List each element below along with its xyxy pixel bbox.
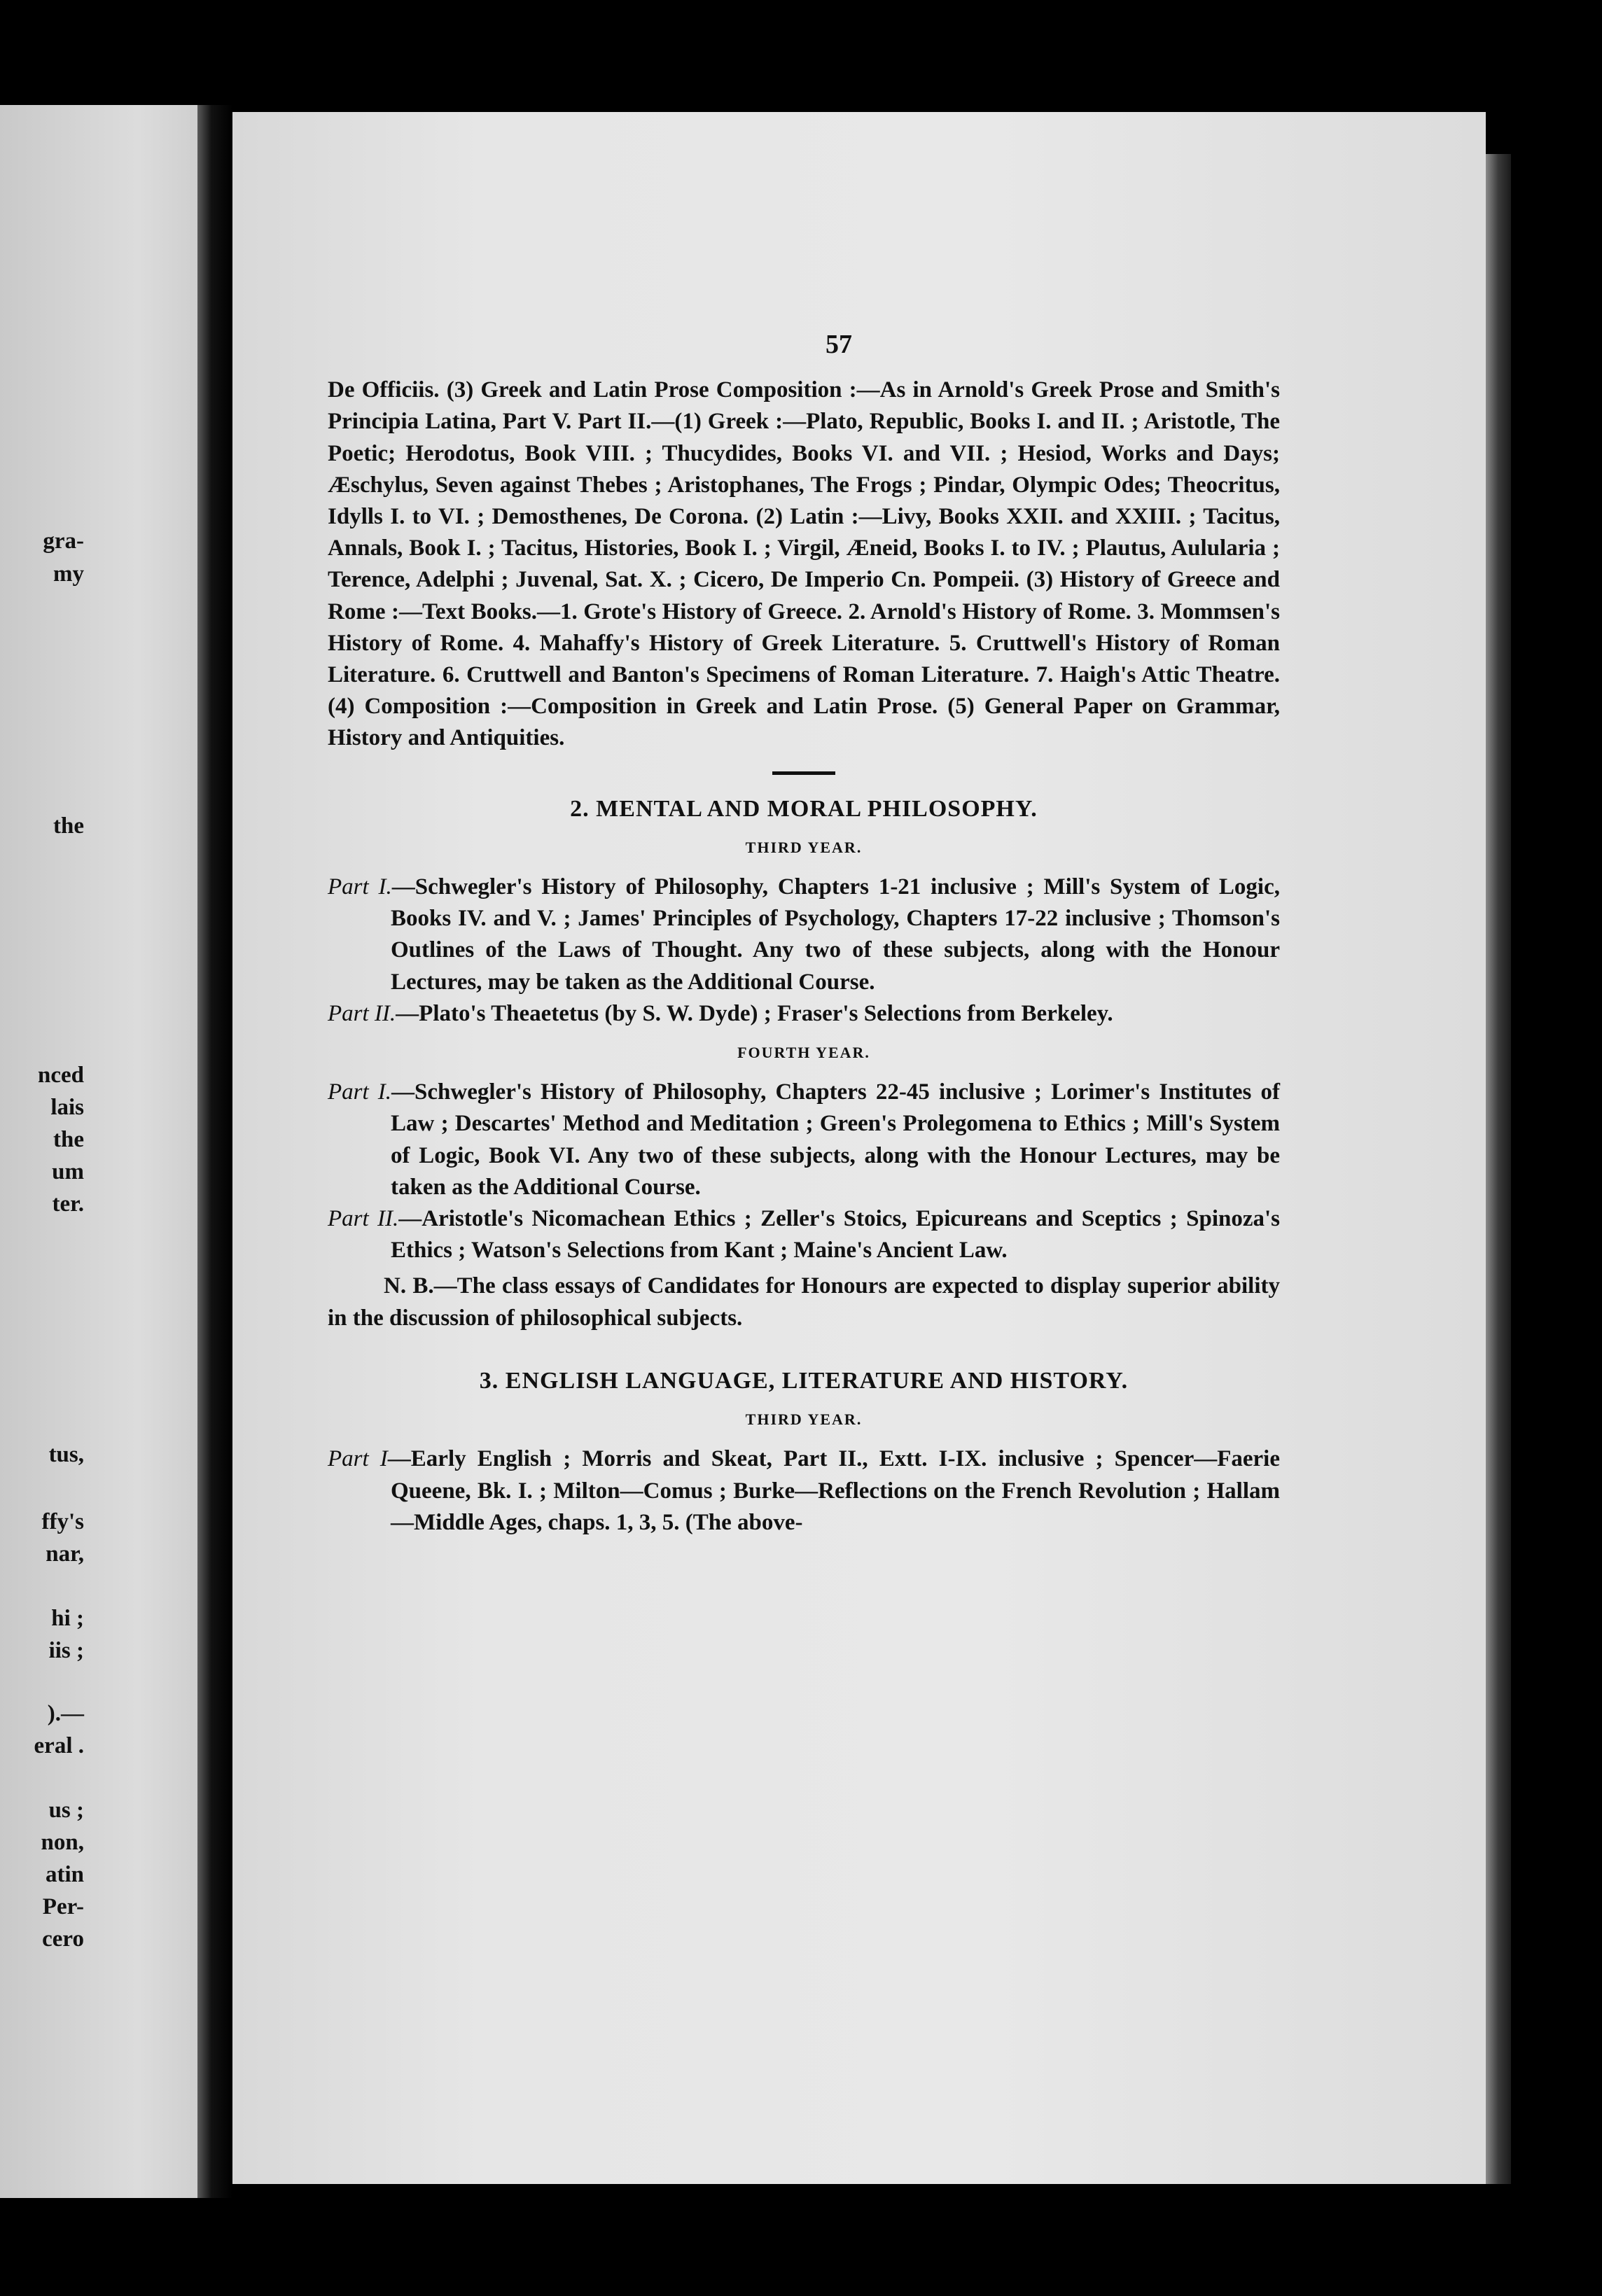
page-text: [328, 329, 1280, 1539]
facing-fragment: Per-: [42, 1894, 84, 1919]
facing-fragment: gra-: [43, 528, 84, 554]
facing-fragment: atin: [45, 1862, 84, 1887]
subheading-fourth-year: FOURTH YEAR.: [737, 1044, 870, 1062]
facing-fragment: hi ;: [51, 1606, 84, 1631]
page-edge-shadow: [1486, 154, 1511, 2184]
section-heading-english: 3. ENGLISH LANGUAGE, LITERATURE AND HISTORY.: [479, 1367, 1129, 1394]
philosophy-fourth-part-1: Part I.—Schwegler's History of Philosophy, Chapters 22-45 inclusive ; Lorimer's Institutes of Law ; Descartes' Method and Meditation ; Green's Prolegomena to Ethics ; Mill's System of Logic, Book VI. Any two of these subjects, along with the Honour Lectures, may be taken as the Additional Course.: [328, 1079, 1280, 1200]
english-third-part-1: Part I—Early English ; Morris and Skeat, Part II., Extt. I-IX. inclusive ; Spencer—Faerie Queene, Bk. I. ; Milton—Comus ; Burke—Reflections on the French Revolution ; Hallam—Middle Ages, chaps. 1, 3, 5. (The above-: [328, 1446, 1280, 1535]
section-divider: [772, 771, 835, 775]
part-tag: Part I: [328, 1446, 388, 1472]
facing-fragment: nced: [38, 1063, 84, 1088]
facing-fragment: the: [53, 813, 84, 839]
facing-fragment: non,: [41, 1830, 84, 1855]
subheading-third-year-english: THIRD YEAR.: [745, 1410, 863, 1429]
section-heading-philosophy: 2. MENTAL AND MORAL PHILOSOPHY.: [570, 795, 1038, 822]
philosophy-fourth-part-2: Part II.—Aristotle's Nicomachean Ethics ; Zeller's Stoics, Epicureans and Sceptics ; Spinoza's Ethics ; Watson's Selections from Kant ; Maine's Ancient Law.: [328, 1206, 1280, 1264]
facing-fragment: nar,: [46, 1541, 84, 1567]
subheading-third-year: THIRD YEAR.: [745, 838, 863, 856]
facing-fragment: um: [52, 1159, 84, 1184]
part-tag: Part I.: [328, 1079, 392, 1105]
facing-fragment: the: [53, 1127, 84, 1152]
page-number: 57: [826, 330, 852, 359]
facing-fragment: my: [53, 561, 84, 587]
facing-fragment: iis ;: [48, 1638, 84, 1663]
facing-fragment: ter.: [52, 1191, 84, 1217]
part-tag: Part II.: [328, 1206, 399, 1232]
part-tag: Part II.: [328, 1000, 396, 1026]
facing-fragment: ffy's: [41, 1509, 84, 1534]
note-paragraph: N. B.—The class essays of Candidates for Honours are expected to display superior ability in the discussion of philosophical subjects.: [328, 1273, 1280, 1331]
facing-page-strip: [0, 105, 197, 2198]
philosophy-third-part-2: Part II.—Plato's Theaetetus (by S. W. Dyde) ; Fraser's Selections from Berkeley.: [328, 1000, 1113, 1026]
facing-fragment: eral .: [34, 1733, 84, 1758]
facing-fragment: cero: [42, 1926, 84, 1952]
facing-fragment: ).—: [47, 1701, 84, 1726]
philosophy-third-part-1: Part I.—Schwegler's History of Philosophy, Chapters 1-21 inclusive ; Mill's System of Logic, Books IV. and V. ; James' Principles of Psychology, Chapters 17-22 inclusive ; Thomson's Outlines of the Laws of Thought. Any two of these subjects, along with the Honour Lectures, may be taken as the Additional Course.: [328, 874, 1280, 995]
part-tag: Part I.: [328, 874, 392, 900]
book-gutter: [197, 105, 232, 2198]
facing-fragment: lais: [50, 1095, 84, 1120]
continuation-paragraph: De Officiis. (3) Greek and Latin Prose Composition :—As in Arnold's Greek Prose and Smith's Principia Latina, Part V. Part II.—(1) Greek :—Plato, Republic, Books I. and II. ; Aristotle, The Poetic; Herodotus, Book VIII. ; Thucydides, Books VI. and VII. ; Hesiod, Works and Days; Æschylus, Seven against Thebes ; Aristophanes, The Frogs ; Pindar, Olympic Odes; Theocritus, Idylls I. to VI. ; Demosthenes, De Corona. (2) Latin :—Livy, Books XXII. and XXIII. ; Tacitus, Annals, Book I. ; Tacitus, Histories, Book I. ; Virgil, Æneid, Books I. to IV. ; Plautus, Aulularia ; Terence, Adelphi ; Juvenal, Sat. X. ; Cicero, De Imperio Cn. Pompeii. (3) History of Greece and Rome :—Text Books.—1. Grote's History of Greece. 2. Arnold's History of Rome. 3. Mommsen's History of Rome. 4. Mahaffy's History of Greek Literature. 5. Cruttwell's History of Roman Literature. 6. Cruttwell and Banton's Specimens of Roman Literature. 7. Haigh's Attic Theatre. (4) Composition :—Composition in Greek and Latin Prose. (5) General Paper on Grammar, History and Antiquities.: [328, 377, 1280, 751]
facing-fragment: tus,: [48, 1442, 84, 1467]
facing-fragment: us ;: [48, 1798, 84, 1823]
